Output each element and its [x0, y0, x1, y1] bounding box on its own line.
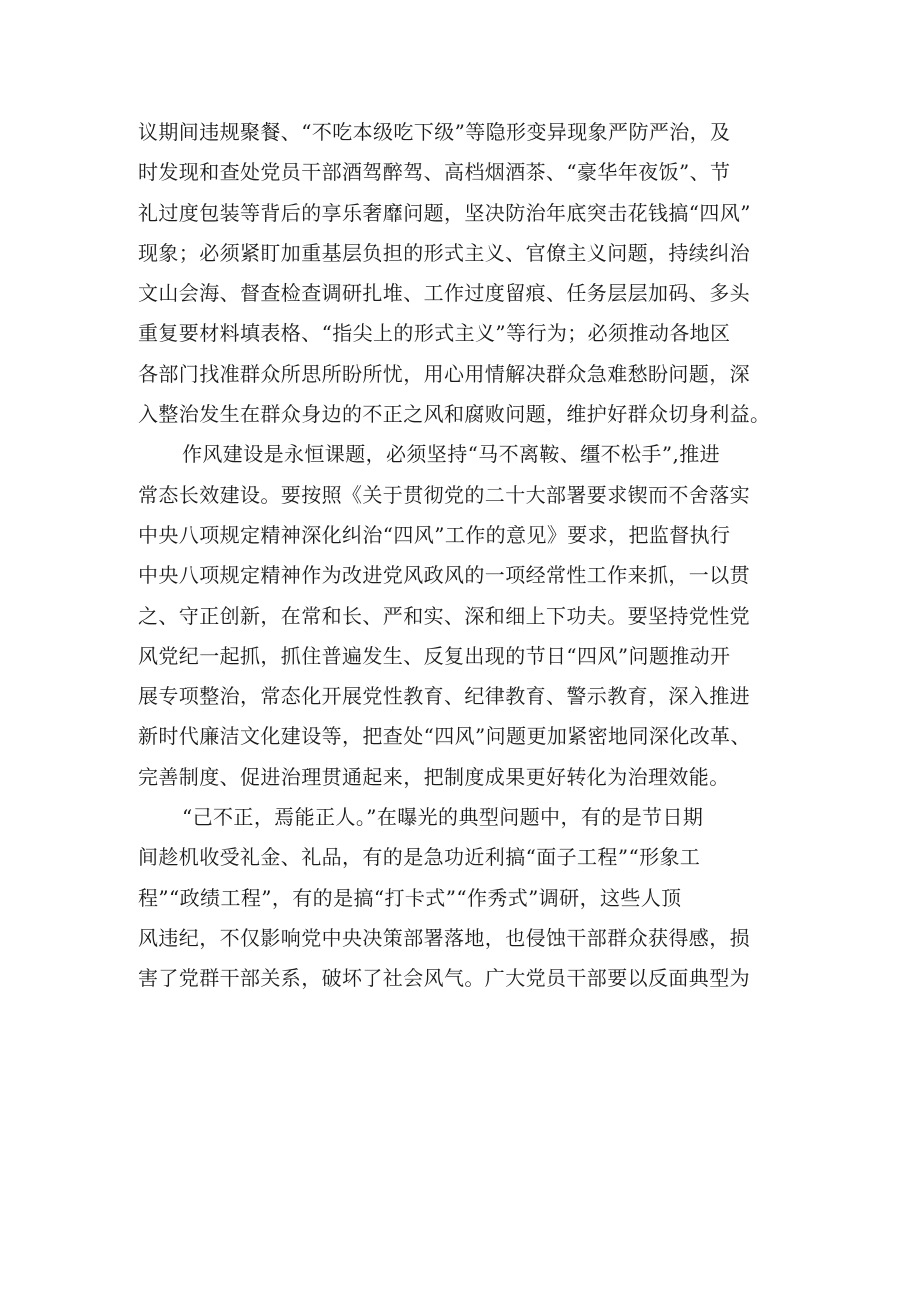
text-line: 间趁机收受礼金、礼品，有的是急功近利搞“面子工程”“形象工: [138, 845, 701, 870]
text-line: 新时代廉洁文化建设等，把查处“四风”问题更加紧密地同深化改革、: [138, 724, 751, 749]
text-line: 礼过度包装等背后的享乐奢靡问题，坚决防治年底突击花钱搞“四风”: [138, 200, 751, 225]
text-line: 各部门找准群众所思所盼所忧，用心用情解决群众急难愁盼问题，深: [138, 361, 750, 386]
text-line: 议期间违规聚餐、“不吃本级吃下级”等隐形变异现象严防严治，及: [138, 120, 731, 144]
text-line: 展专项整治，常态化开展党性教育、纪律教育、警示教育，深入推进: [138, 684, 750, 709]
document-body: [138, 112, 788, 999]
paragraph-2: [138, 434, 788, 797]
text-line: 害了党群干部关系，破坏了社会风气。广大党员干部要以反面典型为: [138, 966, 750, 991]
text-line: 中央八项规定精神深化纠治“四风”工作的意见》要求，把监督执行: [138, 522, 731, 547]
text-line: 现象；必须紧盯加重基层负担的形式主义、官僚主义问题，持续纠治: [138, 240, 750, 265]
text-line: 作风建设是永恒课题，必须坚持“马不离鞍、缰不松手”,推进: [182, 442, 721, 467]
text-line: 完善制度、促进治理贯通起来，把制度成果更好转化为治理效能。: [138, 764, 730, 789]
text-line: 文山会海、督查检查调研扎堆、工作过度留痕、任务层层加码、多头: [138, 281, 750, 306]
text-line: 时发现和查处党员干部酒驾醉驾、高档烟酒茶、“豪华年夜饭”、节: [138, 160, 731, 185]
text-line: 之、守正创新，在常和长、严和实、深和细上下功夫。要坚持党性党: [138, 603, 750, 628]
text-line: 风违纪，不仅影响党中央决策部署落地，也侵蚀干部群众获得感，损: [138, 925, 750, 950]
paragraph-3: [138, 797, 788, 998]
text-line: “己不正，焉能正人。”在曝光的典型问题中，有的是节日期: [182, 805, 704, 830]
text-line: 程”“政绩工程”，有的是搞“打卡式”“作秀式”调研，这些人顶: [138, 885, 682, 910]
text-line: 重复要材料填表格、“指尖上的形式主义”等行为；必须推动各地区: [138, 321, 731, 346]
text-line: 常态长效建设。要按照《关于贯彻党的二十大部署要求锲而不舍落实: [138, 482, 750, 507]
text-line: 入整治发生在群众身边的不正之风和腐败问题，维护好群众切身利益。: [138, 402, 771, 427]
paragraph-1: [138, 112, 788, 434]
text-line: 中央八项规定精神作为改进党风政风的一项经常性工作来抓，一以贯: [138, 563, 750, 588]
text-line: 风党纪一起抓，抓住普遍发生、反复出现的节日“四风”问题推动开: [138, 643, 731, 668]
